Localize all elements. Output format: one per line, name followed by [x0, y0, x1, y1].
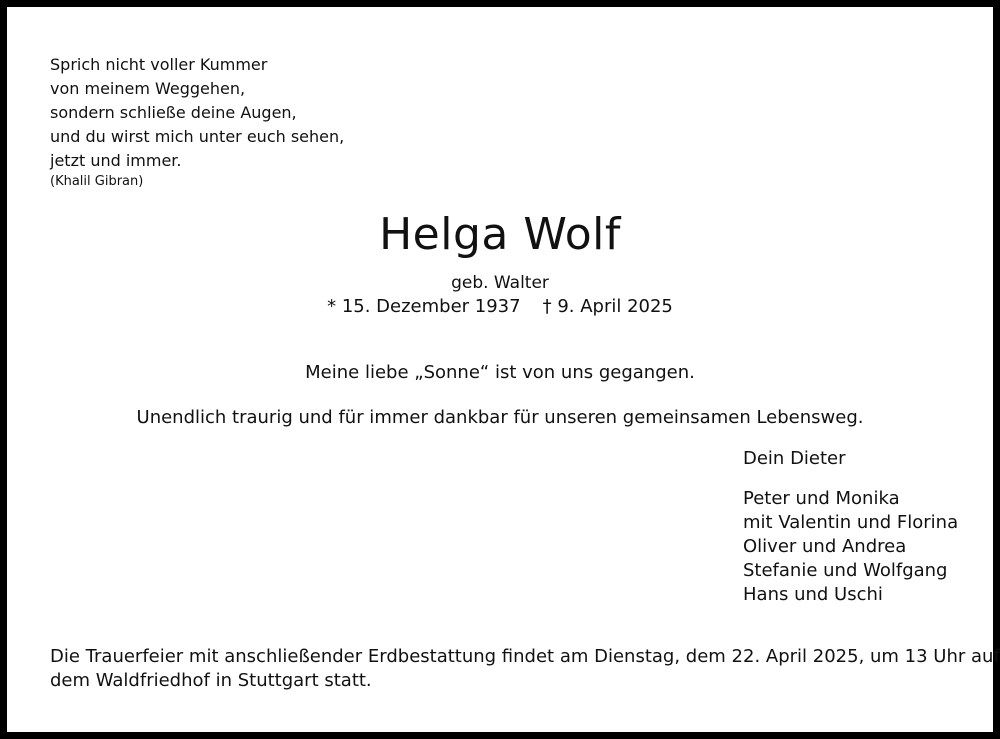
signature: Dein Dieter	[743, 448, 846, 469]
deceased-name: Helga Wolf	[379, 209, 621, 260]
poem-line: und du wirst mich unter euch sehen,	[50, 127, 345, 146]
family-member: mit Valentin und Florina	[743, 512, 959, 533]
poem-attribution: (Khalil Gibran)	[50, 174, 144, 189]
poem-line: jetzt und immer.	[50, 151, 182, 170]
funeral-line: Die Trauerfeier mit anschließender Erdbestattung findet am Dienstag, dem 22. April 2025, um 13 Uhr auf	[50, 646, 1000, 667]
life-dates	[7, 294, 993, 320]
funeral-line: dem Waldfriedhof in Stuttgart statt.	[50, 670, 372, 691]
poem-line: von meinem Weggehen,	[50, 79, 246, 98]
family-member: Hans und Uschi	[743, 584, 883, 605]
family-member: Stefanie und Wolfgang	[743, 560, 948, 581]
message-line: Unendlich traurig und für immer dankbar für unseren gemeinsamen Lebensweg.	[136, 407, 864, 428]
maiden-name: geb. Walter	[451, 273, 549, 293]
family-member: Oliver und Andrea	[743, 536, 907, 557]
birth-date: * 15. Dezember 1937	[327, 296, 521, 317]
poem-line: Sprich nicht voller Kummer	[50, 55, 268, 74]
message-line: Meine liebe „Sonne“ ist von uns gegangen.	[305, 362, 695, 383]
death-date: † 9. April 2025	[542, 296, 673, 317]
poem-line: sondern schließe deine Augen,	[50, 103, 297, 122]
family-member: Peter und Monika	[743, 488, 900, 509]
poem	[50, 53, 344, 173]
funeral-info	[50, 645, 1000, 693]
family-list	[743, 487, 958, 607]
